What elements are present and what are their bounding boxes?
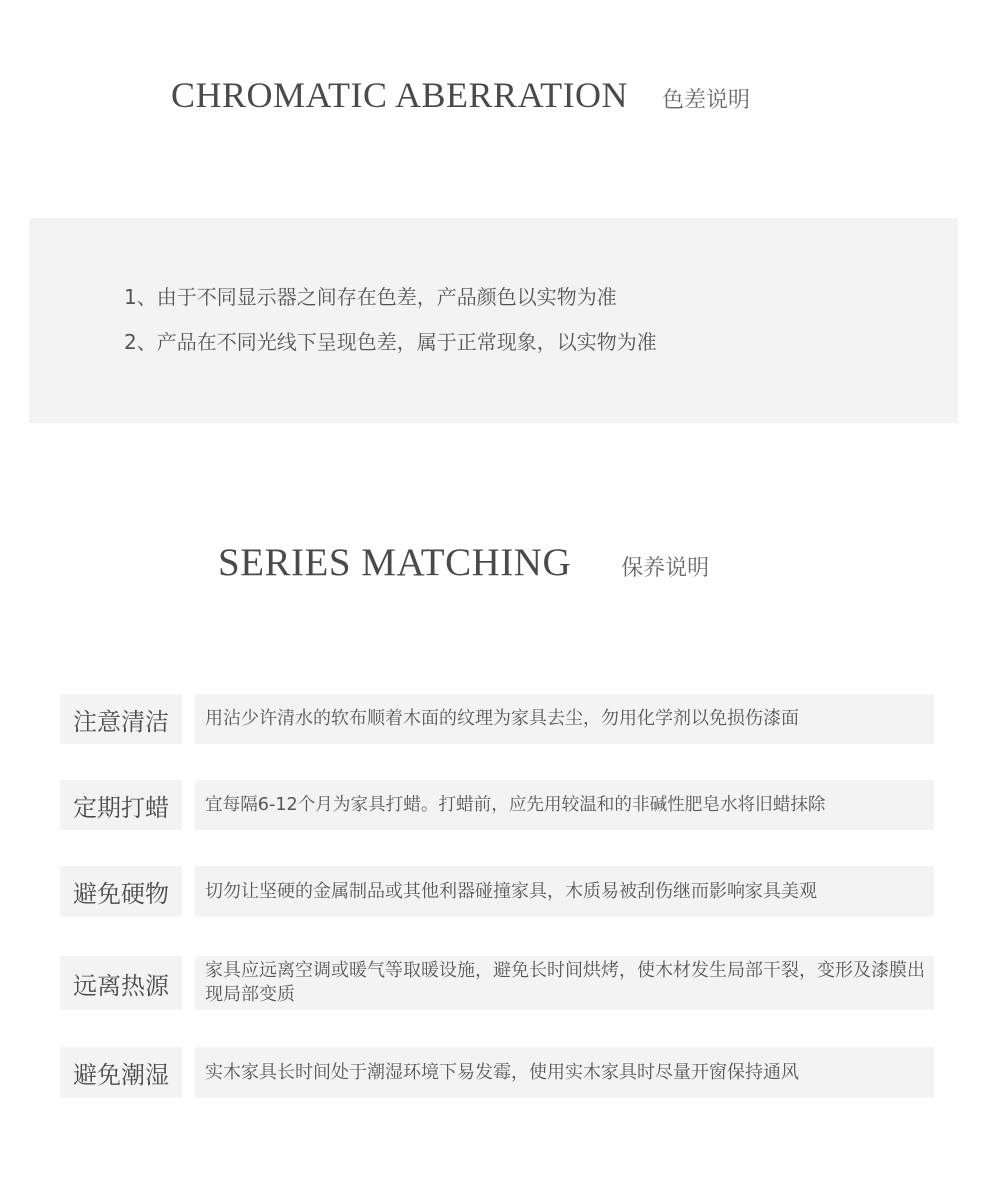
care-item-label: 避免硬物 xyxy=(60,866,182,917)
care-item-description-box xyxy=(195,694,934,744)
care-item-avoid-heat xyxy=(60,956,934,1010)
care-item-description-box xyxy=(195,1047,934,1098)
chromatic-aberration-heading xyxy=(171,74,750,116)
care-item-label: 远离热源 xyxy=(60,956,182,1010)
series-matching-title-en: SERIES MATCHING xyxy=(218,541,572,584)
chromatic-aberration-note: 2、产品在不同光线下呈现色差，属于正常现象，以实物为准 xyxy=(124,330,657,354)
care-item-avoid-humidity xyxy=(60,1047,934,1098)
series-matching-heading xyxy=(218,540,709,585)
care-item-label: 定期打蜡 xyxy=(60,780,182,830)
care-item-waxing xyxy=(60,780,934,830)
chromatic-aberration-notes-panel xyxy=(29,218,958,423)
series-matching-title-zh: 保养说明 xyxy=(621,556,710,581)
care-item-description-box xyxy=(195,956,934,1010)
care-item-description-box xyxy=(195,780,934,830)
chromatic-aberration-note: 1、由于不同显示器之间存在色差，产品颜色以实物为准 xyxy=(124,285,617,309)
care-item-description-box xyxy=(195,866,934,917)
chromatic-aberration-title-zh: 色差说明 xyxy=(662,88,751,113)
chromatic-aberration-title-en: CHROMATIC ABERRATION xyxy=(171,75,629,115)
care-item-description: 实木家具长时间处于潮湿环境下易发霉，使用实木家具时尽量开窗保持通风 xyxy=(205,1061,799,1083)
care-item-description: 宜每隔6-12个月为家具打蜡。打蜡前，应先用较温和的非碱性肥皂水将旧蜡抹除 xyxy=(205,795,826,815)
care-item-label: 避免潮湿 xyxy=(60,1047,182,1098)
care-item-cleaning xyxy=(60,694,934,744)
care-item-description: 切勿让坚硬的金属制品或其他利器碰撞家具，木质易被刮伤继而影响家具美观 xyxy=(205,880,817,902)
care-item-description: 用沾少许清水的软布顺着木面的纹理为家具去尘，勿用化学剂以免损伤漆面 xyxy=(205,708,799,729)
care-item-label: 注意清洁 xyxy=(60,694,182,744)
care-item-description: 家具应远离空调或暖气等取暖设施，避免长时间烘烤，使木材发生局部干裂，变形及漆膜出现局部变质 xyxy=(205,960,925,1005)
care-item-avoid-hard-objects xyxy=(60,866,934,917)
